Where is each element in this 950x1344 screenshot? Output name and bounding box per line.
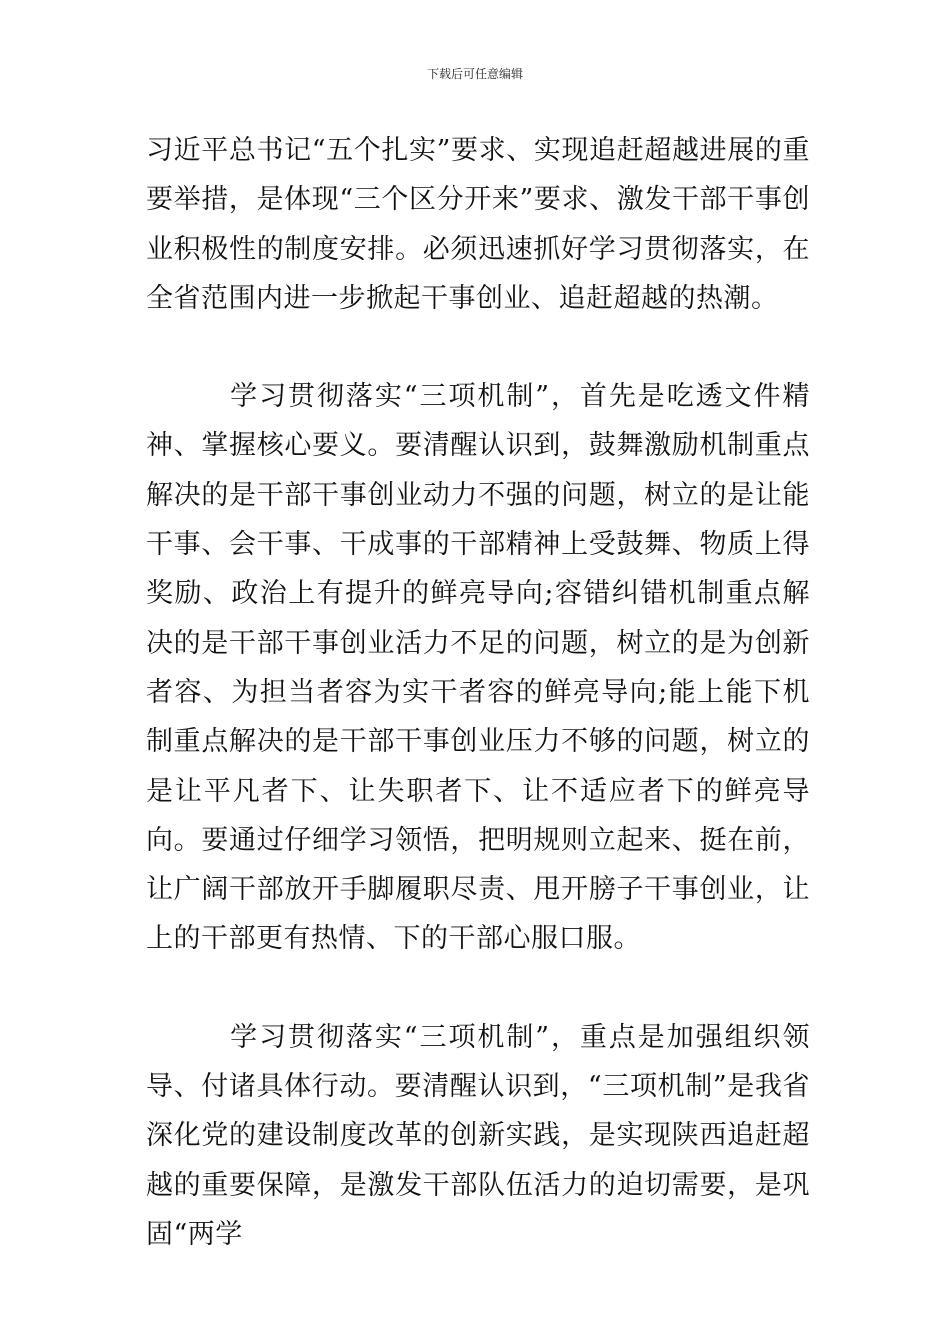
page-header: 下载后可任意编辑 [426, 67, 523, 81]
document-body [146, 126, 810, 1259]
paragraph-2: 学习贯彻落实“三项机制”，首先是吃透文件精神、掌握核心要义。要清醒认识到，鼓舞激励机制重点解决的是干部干事创业动力不强的问题，树立的是让能干事、会干事、干成事的干部精神上受鼓舞、物质上得奖励、政治上有提升的鲜亮导向;容错纠错机制重点解决的是干部干事创业活力不足的问题，树立的是为创新者容、为担当者容为实干者容的鲜亮导向;能上能下机制重点解决的是干部干事创业压力不够的问题，树立的是让平凡者下、让失职者下、让不适应者下的鲜亮导向。要通过仔细学习领悟，把明规则立起来、挺在前，让广阔干部放开手脚履职尽责、甩开膀子干事创业，让上的干部更有热情、下的干部心服口服。 [146, 381, 810, 955]
paragraph-3: 学习贯彻落实“三项机制”，重点是加强组织领导、付诸具体行动。要清醒认识到，“三项机制”是我省深化党的建设制度改革的创新实践，是实现陕西追赶超越的重要保障，是激发干部队伍活力的迫切需要，是巩固“两学 [146, 1021, 810, 1250]
paragraph-1: 习近平总书记“五个扎实”要求、实现追赶超越进展的重要举措，是体现“三个区分开来”要求、激发干部干事创业积极性的制度安排。必须迅速抓好学习贯彻落实，在全省范围内进一步掀起干事创业、追赶超越的热潮。 [146, 135, 810, 314]
